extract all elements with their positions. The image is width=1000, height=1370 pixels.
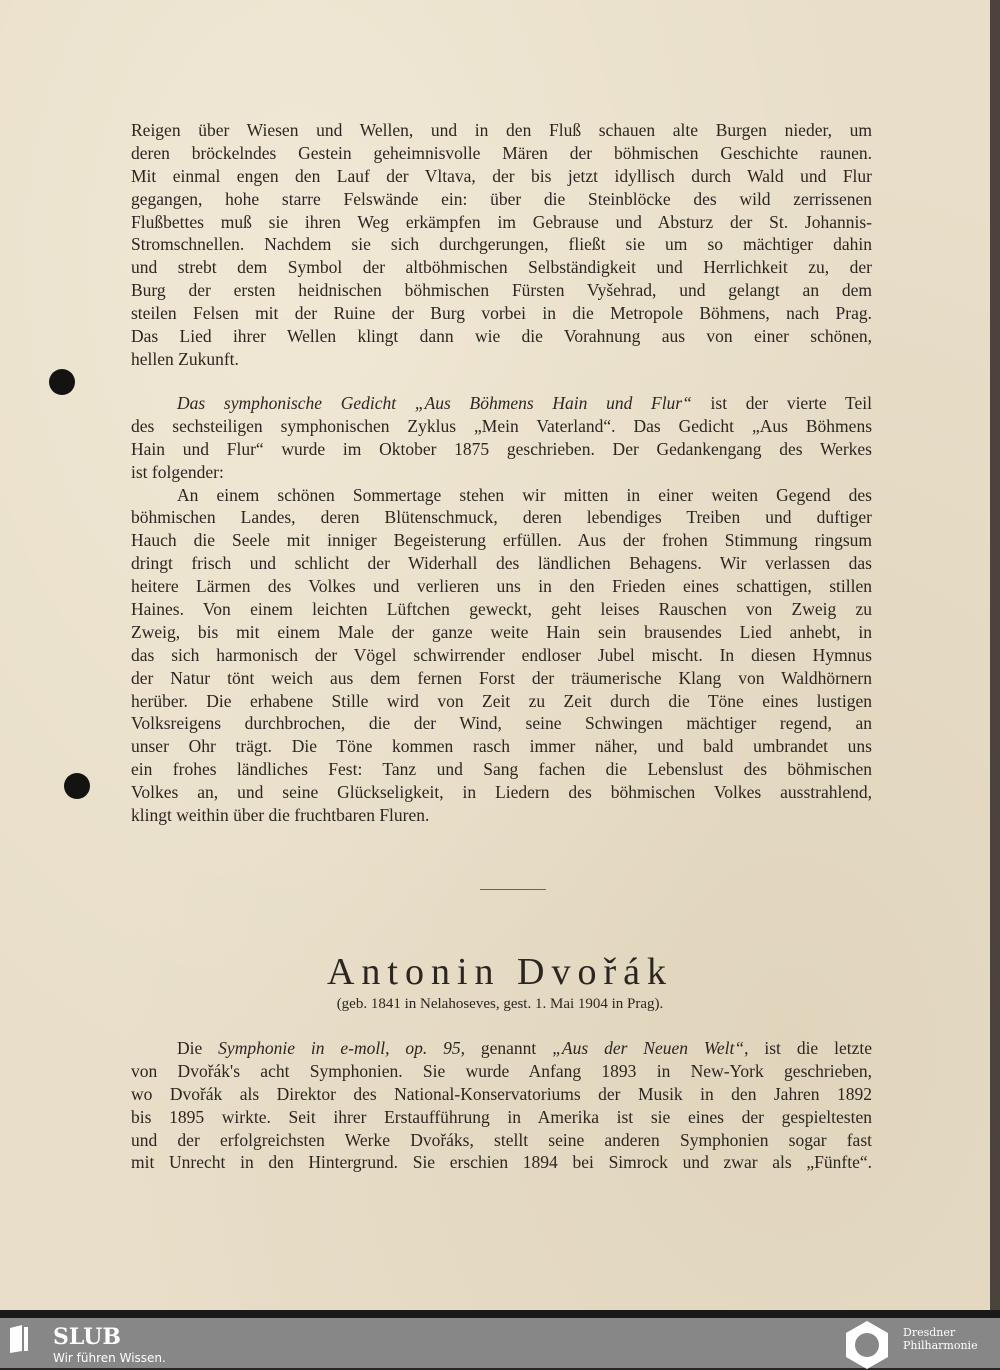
text: An einem schönen Sommertage stehen wir mitten in einer weiten Gegend des: [177, 484, 872, 505]
text-line: [131, 484, 872, 507]
text-line: [131, 690, 872, 713]
text: genannt: [465, 1038, 553, 1058]
text-line: [131, 712, 872, 735]
text-line: [131, 165, 872, 188]
text-line: [131, 348, 872, 371]
text-line: [131, 506, 872, 529]
text-line: [131, 233, 872, 256]
text: wo Dvořák als Direktor des National-Konservatoriums der Musik in den Jahren 1892: [131, 1083, 872, 1104]
text: heitere Lärmen des Volkes und verlieren uns in den Frieden eines schattigen, stillen: [131, 576, 872, 597]
text: Burg der ersten heidnischen böhmischen Fürsten Vyšehrad, und gelangt an dem: [131, 280, 872, 301]
text: steilen Felsen mit der Ruine der Burg vorbei in die Metropole Böhmens, nach Prag.: [131, 303, 872, 324]
text: von Dvořák's acht Symphonien. Sie wurde Anfang 1893 in New-York geschrieben,: [131, 1060, 872, 1081]
text-line: [131, 119, 872, 142]
philharmonie-line2: Philharmonie: [903, 1339, 978, 1352]
text-line: [131, 575, 872, 598]
text-line: [131, 461, 872, 484]
text-line: [131, 142, 872, 165]
text-line: [131, 644, 872, 667]
text-line: [131, 735, 872, 758]
footer-bar: [0, 1318, 1000, 1368]
italic-text: Das symphonische Gedicht „Aus Böhmens Hain und Flur“: [177, 393, 692, 413]
text: Volksreigens durchbrochen, die der Wind, seine Schwingen mächtiger regend, an: [131, 713, 872, 734]
text-line: [131, 781, 872, 804]
philharmonie-logo[interactable]: [903, 1326, 978, 1352]
text: des sechsteiligen symphonischen Zyklus „Mein Vaterland“. Das Gedicht „Aus Böhmens: [131, 415, 872, 436]
text: Hain und Flur“ wurde im Oktober 1875 geschrieben. Der Gedankengang des Werkes: [131, 438, 872, 459]
text: Volkes an, und seine Glückseligkeit, in Liedern des böhmischen Volkes ausstrahlend,: [131, 782, 872, 803]
text-line: [131, 415, 872, 438]
text: gegangen, hohe starre Felswände ein: über die Steinblöcke des wild zerrissenen: [131, 188, 872, 209]
punch-hole: [64, 773, 90, 799]
text-line: [131, 392, 872, 415]
text: Mit einmal engen den Lauf der Vltava, der bis jetzt idyllisch durch Wald und Flur: [131, 165, 872, 186]
philharmonie-line1: Dresdner: [903, 1326, 956, 1339]
text-line: [131, 552, 872, 575]
text: Zweig, bis mit einem Male der ganze weite Hain sein brausendes Lied anhebt, in: [131, 621, 872, 642]
text-line: [131, 529, 872, 552]
text: herüber. Die erhabene Stille wird von Zeit zu Zeit durch die Töne eines lustigen: [131, 690, 872, 711]
text: hellen Zukunft.: [131, 348, 239, 369]
slub-logo[interactable]: SLUB: [53, 1324, 121, 1350]
section-title: Antonin Dvořák: [326, 951, 674, 993]
text: klingt weithin über die fruchtbaren Fluren.: [131, 805, 430, 826]
text-line: [131, 1083, 872, 1106]
paragraph-smetana: [131, 392, 872, 827]
text-line: [131, 256, 872, 279]
text-line: [131, 804, 872, 827]
text-line: [131, 758, 872, 781]
text: Hauch die Seele mit inniger Begeisterung erfüllen. Aus der frohen Stimmung ringsum: [131, 530, 872, 551]
text: Flußbettes muß sie ihren Weg erkämpfen im Gebrause und Absturz der St. Johannis-: [131, 211, 872, 232]
text: der Natur tönt weich aus dem fernen Forst der träumerische Klang von Waldhörnern: [131, 667, 872, 688]
text: Die: [177, 1038, 219, 1058]
text: unser Ohr trägt. Die Töne kommen rasch immer näher, und bald umbrandet uns: [131, 736, 872, 757]
text: ist folgender:: [131, 461, 224, 482]
text-line: [131, 1129, 872, 1152]
text-line: [131, 279, 872, 302]
section-divider: [480, 889, 546, 890]
text-line: [131, 325, 872, 348]
section-subtitle: (geb. 1841 in Nelahoseves, gest. 1. Mai 1904 in Prag).: [336, 996, 664, 1012]
italic-text: Symphonie in e-moll, op. 95,: [218, 1038, 465, 1058]
slub-book-icon: [8, 1324, 30, 1354]
philharmonie-logo-icon: [842, 1320, 892, 1370]
page-edge: [990, 0, 1000, 1310]
text-line: [131, 1151, 872, 1174]
scan-border: [0, 1310, 1000, 1318]
slub-tagline: Wir führen Wissen.: [53, 1351, 166, 1365]
text: und der erfolgreichsten Werke Dvořáks, stellt seine anderen Symphonien sogar fast: [131, 1129, 872, 1150]
text-line: [131, 302, 872, 325]
paragraph-dvorak: [131, 1037, 872, 1174]
paragraph-river: [131, 119, 872, 371]
text: das sich harmonisch der Vögel schwirrender endloser Jubel mischt. In diesen Hymnus: [131, 644, 872, 665]
text-line: [131, 438, 872, 461]
text: böhmischen Landes, deren Blütenschmuck, deren lebendiges Treiben und duftiger: [131, 507, 872, 528]
text: mit Unrecht in den Hintergrund. Sie erschien 1894 bei Simrock und zwar als „Fünfte“.: [131, 1152, 872, 1173]
text: und strebt dem Symbol der altböhmischen Selbständigkeit und Herrlichkeit zu, der: [131, 257, 872, 278]
text-line: [131, 1060, 872, 1083]
text-line: [131, 211, 872, 234]
text: Reigen über Wiesen und Wellen, und in den Fluß schauen alte Burgen nieder, um: [131, 120, 872, 140]
text-line: [131, 1106, 872, 1129]
text: Stromschnellen. Nachdem sie sich durchgerungen, fließt sie um so mächtiger dahin: [131, 234, 872, 255]
text: Das Lied ihrer Wellen klingt dann wie die Vorahnung aus von einer schönen,: [131, 326, 872, 347]
text-line: [131, 667, 872, 690]
text: deren bröckelndes Gestein geheimnisvolle Mären der böhmischen Geschichte raunen.: [131, 142, 872, 163]
text: ist der vierte Teil: [691, 393, 872, 413]
text: , ist die letzte: [744, 1038, 872, 1058]
text: Haines. Von einem leichten Lüftchen geweckt, geht leises Rauschen von Zweig zu: [131, 599, 872, 620]
punch-hole: [49, 369, 75, 395]
text-line: [131, 598, 872, 621]
text: bis 1895 wirkte. Seit ihrer Erstaufführung in Amerika ist sie eines der gespieltesten: [131, 1106, 872, 1127]
text-line: [131, 621, 872, 644]
text-line: [131, 1037, 872, 1060]
text-line: [131, 188, 872, 211]
italic-text: „Aus der Neuen Welt“: [552, 1038, 745, 1058]
text: dringt frisch und schlicht der Widerhall des ländlichen Behagens. Wir verlassen das: [131, 553, 872, 574]
text: ein frohes ländliches Fest: Tanz und Sang fachen die Lebenslust des böhmischen: [131, 759, 872, 780]
